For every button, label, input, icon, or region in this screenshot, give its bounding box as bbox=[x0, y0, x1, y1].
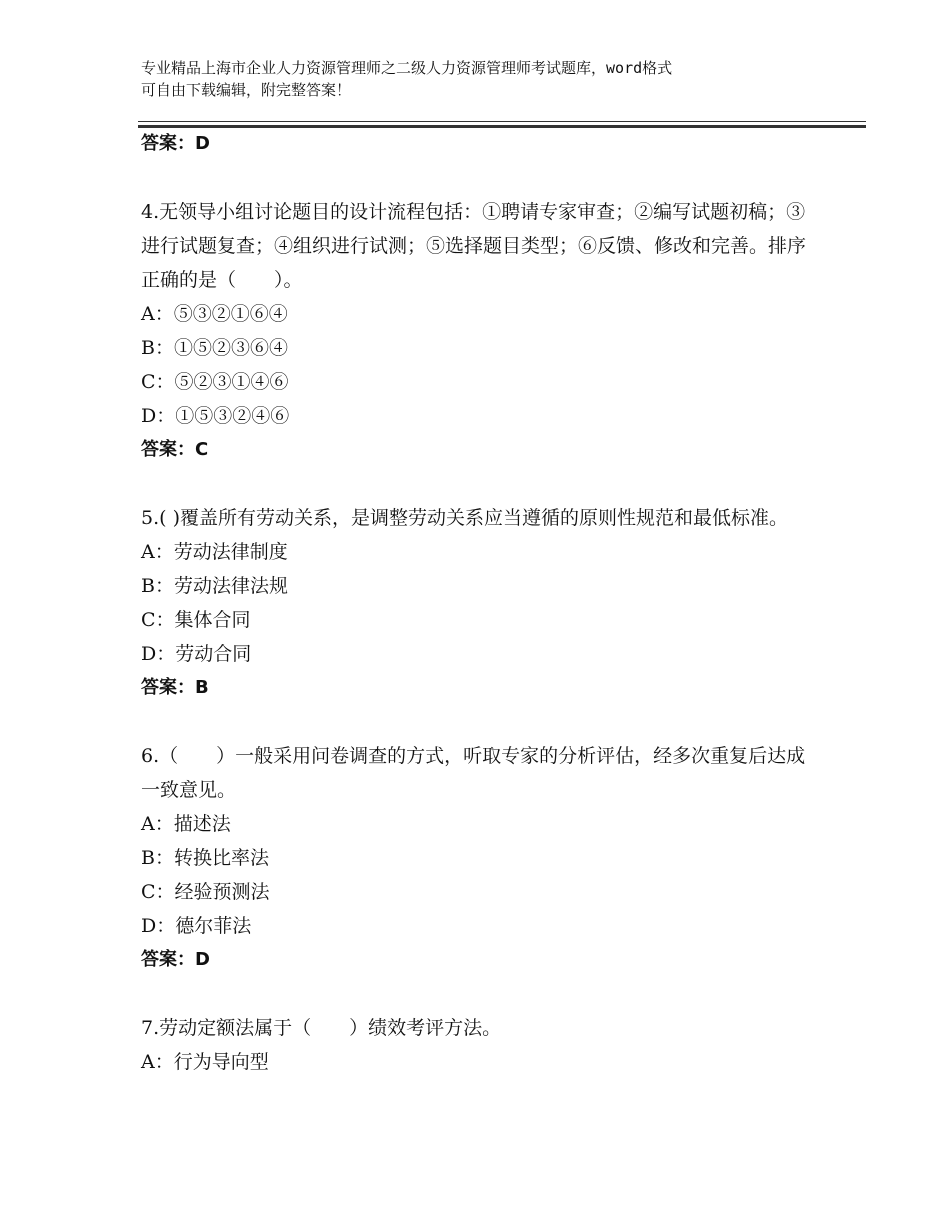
option-a: A：劳动法律制度 bbox=[141, 541, 288, 563]
header-rule-thin bbox=[138, 121, 866, 122]
option-d: D：德尔菲法 bbox=[141, 915, 252, 937]
option-b: B：转换比率法 bbox=[141, 847, 269, 869]
option-d: D：劳动合同 bbox=[141, 643, 252, 665]
question-6 bbox=[141, 739, 816, 977]
option-c: C：集体合同 bbox=[141, 609, 251, 631]
answer-line: 答案：B bbox=[141, 677, 209, 698]
option-a: A：行为导向型 bbox=[141, 1051, 269, 1073]
document-body bbox=[141, 127, 816, 1079]
header-line-2: 可自由下载编辑，附完整答案！ bbox=[141, 81, 352, 99]
question-4 bbox=[141, 195, 816, 467]
option-d: D：①⑤③②④⑥ bbox=[141, 405, 290, 427]
question-7 bbox=[141, 1011, 816, 1079]
question-text: 7.劳动定额法属于（ ）绩效考评方法。 bbox=[141, 1017, 502, 1039]
option-a: A：⑤③②①⑥④ bbox=[141, 303, 288, 325]
option-b: B：①⑤②③⑥④ bbox=[141, 337, 288, 359]
answer-line: 答案：D bbox=[141, 133, 210, 154]
question-5 bbox=[141, 501, 816, 705]
question-text: 4.无领导小组讨论题目的设计流程包括：①聘请专家审查；②编写试题初稿；③进行试题复查；④组织进行试测；⑤选择题目类型；⑥反馈、修改和完善。排序正确的是（ ）。 bbox=[141, 201, 807, 291]
option-b: B：劳动法律法规 bbox=[141, 575, 288, 597]
question-text: 6.（ ）一般采用问卷调查的方式，听取专家的分析评估，经多次重复后达成一致意见。 bbox=[141, 745, 806, 801]
answer-line: 答案：C bbox=[141, 439, 209, 460]
header-line-1: 专业精品上海市企业人力资源管理师之二级人力资源管理师考试题库，word格式 bbox=[141, 59, 673, 77]
option-c: C：经验预测法 bbox=[141, 881, 270, 903]
option-a: A：描述法 bbox=[141, 813, 231, 835]
question-text: 5.( )覆盖所有劳动关系，是调整劳动关系应当遵循的原则性规范和最低标准。 bbox=[141, 507, 788, 529]
option-c: C：⑤②③①④⑥ bbox=[141, 371, 289, 393]
answer-line: 答案：D bbox=[141, 949, 210, 970]
document-header bbox=[141, 57, 821, 101]
